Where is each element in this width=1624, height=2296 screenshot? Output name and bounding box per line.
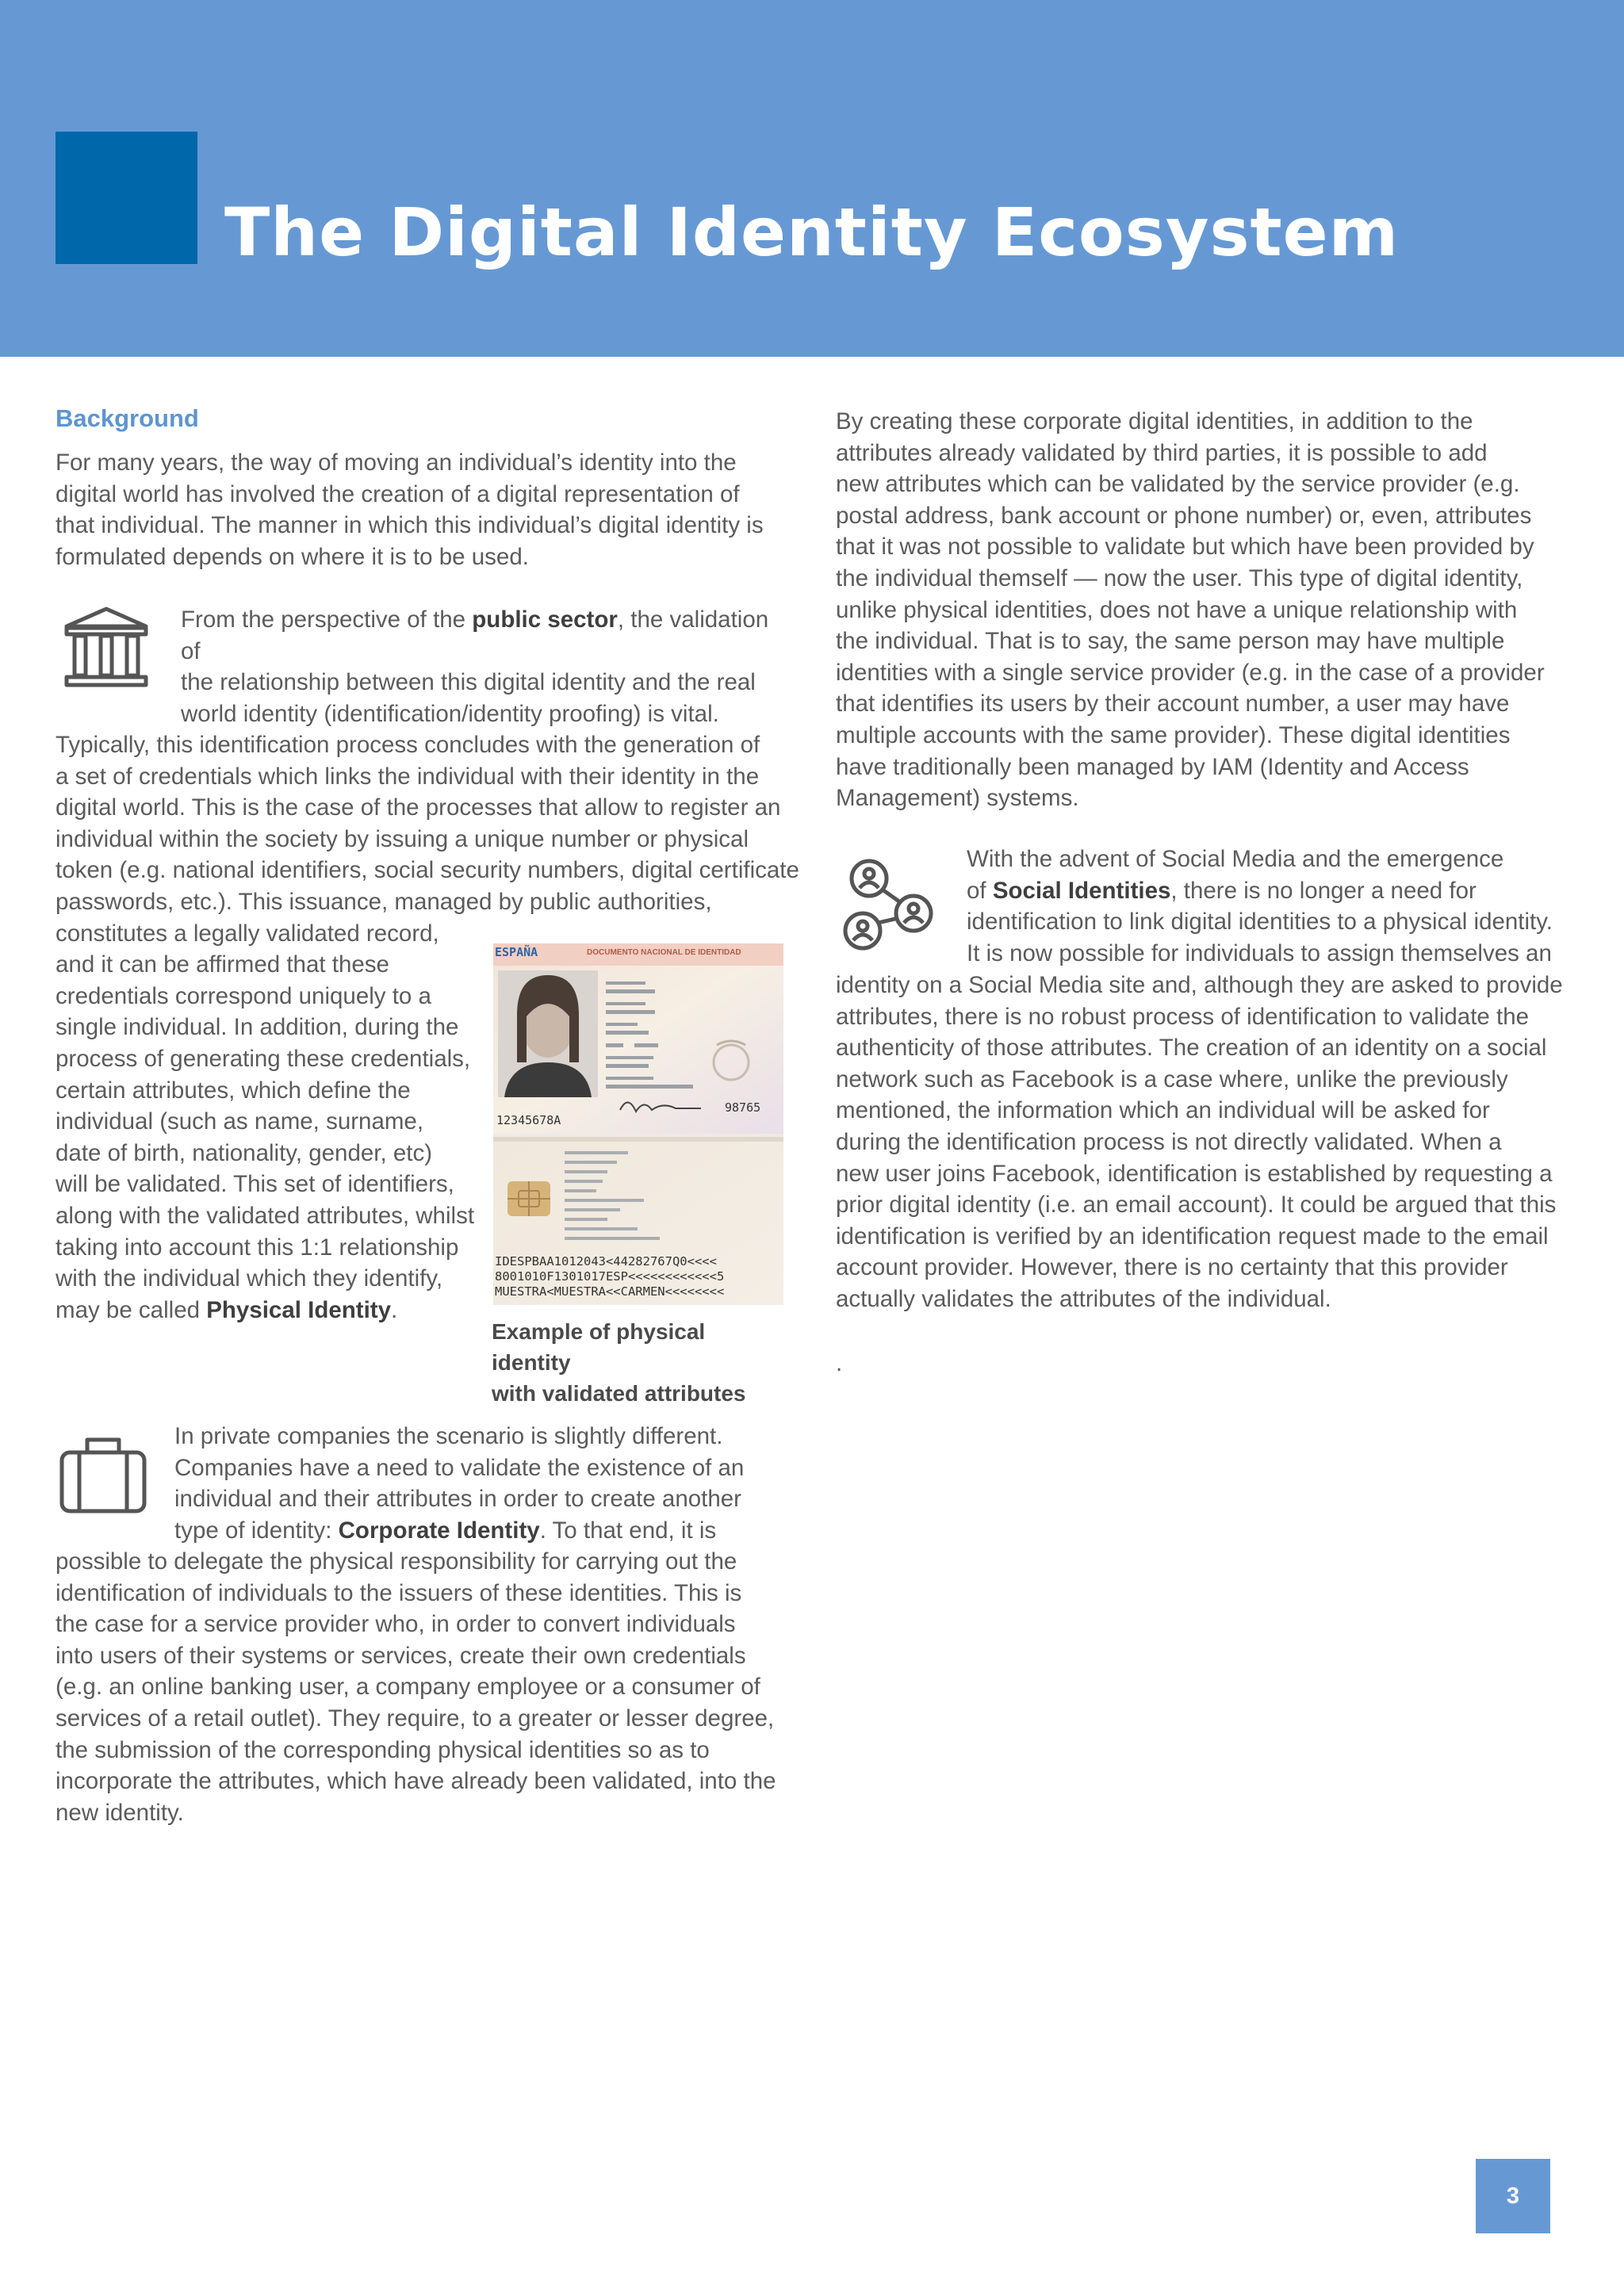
mrz-line: IDESPBAA1012043<44282767Q0<<<< xyxy=(495,1254,717,1269)
text-line: and it can be affirmed that these xyxy=(56,951,389,978)
text-run: , the validation of xyxy=(181,607,769,664)
text-line: identity on a Social Media site and, although they are asked to provide xyxy=(836,972,1563,998)
text-run: . To that end, it is xyxy=(539,1517,717,1544)
id-card-country: ESPAÑA xyxy=(495,945,538,959)
page-title: The Digital Identity Ecosystem xyxy=(224,193,1400,271)
text-line: services of a retail outlet). They require, to a greater or lesser degree, xyxy=(56,1705,775,1732)
id-card-side-number: 98765 xyxy=(725,1100,761,1115)
text-line: taking into account this 1:1 relationship xyxy=(56,1234,459,1261)
text-line: attributes, there is no robust process of identification to validate the xyxy=(836,1003,1530,1030)
text-line: into users of their systems or services, create their own credentials xyxy=(56,1642,746,1669)
text-run: of xyxy=(967,877,993,904)
id-card-doc-type: DOCUMENTO NACIONAL DE IDENTIDAD xyxy=(587,948,741,957)
text-run: may be called xyxy=(56,1296,207,1323)
text-line: For many years, the way of moving an individual’s identity into the xyxy=(56,450,737,476)
bold-term-social-identities: Social Identities xyxy=(992,877,1171,904)
text-run: type of identity: xyxy=(174,1517,339,1544)
corporate-identities-paragraph xyxy=(836,406,1565,814)
mrz-line: 8001010F1301017ESP<<<<<<<<<<<<5 xyxy=(495,1269,725,1284)
text-line: Management) systems. xyxy=(836,785,1079,812)
private-intro-paragraph xyxy=(174,1421,793,1546)
text-line: the individual. That is to say, the same person may have multiple xyxy=(836,628,1505,655)
text-line: new attributes which can be validated by the service provider (e.g. xyxy=(836,471,1520,498)
caption-line: Example of physical identity xyxy=(492,1319,706,1375)
text-line: single individual. In addition, during the xyxy=(56,1014,459,1041)
text-run: , there is no longer a need for xyxy=(1170,877,1477,904)
text-line: With the advent of Social Media and the emergence xyxy=(967,846,1504,872)
text-line: new user joins Facebook, identification is established by requesting a xyxy=(836,1160,1553,1187)
text-run: From the perspective of the xyxy=(181,607,473,633)
text-line: the case for a service provider who, in order to convert individuals xyxy=(56,1611,736,1638)
text-line: new identity. xyxy=(56,1799,184,1826)
text-line: identities with a single service provider (e.g. in the case of a provider xyxy=(836,659,1545,686)
text-line: process of generating these credentials, xyxy=(56,1045,471,1072)
text-line: that identifies its users by their account number, a user may have xyxy=(836,691,1510,718)
id-card-mrz xyxy=(495,1254,724,1299)
id-card-caption xyxy=(492,1316,777,1409)
text-line: individual and their attributes in order to create another xyxy=(174,1486,741,1513)
id-card-image xyxy=(493,943,783,1305)
text-line: formulated depends on where it is to be used. xyxy=(56,543,529,570)
text-line: mentioned, the information which an individual will be asked for xyxy=(836,1097,1490,1124)
public-sector-paragraph xyxy=(181,604,783,729)
text-line: individual within the society by issuing a unique number or physical xyxy=(56,825,749,852)
text-line: world identity (identification/identity proofing) is vital. xyxy=(181,700,719,727)
caption-line: with validated attributes xyxy=(492,1381,746,1406)
text-line: Companies have a need to validate the existence of an xyxy=(174,1454,745,1481)
text-line: during the identification process is not directly validated. When a xyxy=(836,1128,1502,1155)
public-building-icon xyxy=(60,606,152,691)
text-line xyxy=(174,1515,793,1547)
bold-term-corporate-identity: Corporate Identity xyxy=(338,1517,540,1544)
bold-term-public-sector: public sector xyxy=(472,607,618,633)
page-number: 3 xyxy=(1506,2183,1520,2209)
text-line: will be validated. This set of identifiers, xyxy=(56,1171,454,1198)
stray-dot: . xyxy=(836,1350,843,1376)
text-line: a set of credentials which links the individual with their identity in the xyxy=(56,763,760,790)
text-line: constitutes a legally validated record, xyxy=(56,920,439,947)
text-line: token (e.g. national identifiers, social security numbers, digital certificate xyxy=(56,857,799,884)
text-line: identification to link digital identities to a physical identity. xyxy=(967,909,1553,936)
text-line: network such as Facebook is a case where, unlike the previously xyxy=(836,1066,1508,1093)
private-paragraph xyxy=(56,1546,793,1828)
section-heading-background: Background xyxy=(56,404,199,432)
briefcase-icon xyxy=(59,1435,147,1514)
bold-term-physical-identity: Physical Identity xyxy=(206,1296,392,1323)
text-line: date of birth, nationality, gender, etc) xyxy=(56,1139,433,1166)
intro-paragraph xyxy=(56,447,785,572)
social-paragraph xyxy=(836,970,1581,1315)
text-line: that it was not possible to validate but which have been provided by xyxy=(836,534,1534,561)
text-line: identification is verified by an identification request made to the email xyxy=(836,1223,1549,1249)
text-line: actually validates the attributes of the individual. xyxy=(836,1285,1331,1312)
text-line: postal address, bank account or phone number) or, even, attributes xyxy=(836,502,1532,529)
text-line: prior digital identity (i.e. an email account). It could be argued that this xyxy=(836,1192,1557,1219)
text-line: with the individual which they identify, xyxy=(56,1265,443,1292)
text-line: credentials correspond uniquely to a xyxy=(56,982,431,1009)
id-card-number: 12345678A xyxy=(496,1113,561,1127)
header-banner xyxy=(0,0,1624,357)
text-line: that individual. The manner in which this individual’s digital identity is xyxy=(56,512,764,539)
text-line: certain attributes, which define the xyxy=(56,1077,411,1104)
text-line: the individual themself — now the user. This type of digital identity, xyxy=(836,564,1523,591)
text-line: digital world. This is the case of the processes that allow to register an xyxy=(56,794,781,821)
text-line: the submission of the corresponding physical identities so as to xyxy=(56,1736,710,1763)
text-line: It is now possible for individuals to assign themselves an xyxy=(967,939,1552,966)
text-line: individual (such as name, surname, xyxy=(56,1108,424,1135)
text-line: (e.g. an online banking user, a company employee or a consumer of xyxy=(56,1674,760,1701)
text-line: account provider. However, there is no certainty that this provider xyxy=(836,1254,1508,1281)
text-run: . xyxy=(391,1296,398,1323)
text-line: possible to delegate the physical responsibility for carrying out the xyxy=(56,1548,737,1575)
text-line: the relationship between this digital identity and the real xyxy=(181,669,756,696)
text-line: Typically, this identification process concludes with the generation of xyxy=(56,732,760,758)
text-line: identification of individuals to the issuers of these identities. This is xyxy=(56,1579,742,1606)
text-line: incorporate the attributes, which have already been validated, into the xyxy=(56,1768,776,1795)
banner-square-accent xyxy=(56,132,197,264)
text-line: attributes already validated by third parties, it is possible to add xyxy=(836,439,1488,466)
text-line xyxy=(967,875,1569,907)
text-line: along with the validated attributes, whilst xyxy=(56,1202,475,1229)
social-intro-paragraph xyxy=(967,844,1569,969)
text-line xyxy=(181,604,783,667)
social-network-icon xyxy=(841,853,939,951)
text-line: By creating these corporate digital identities, in addition to the xyxy=(836,408,1473,434)
text-line: have traditionally been managed by IAM (Identity and Access xyxy=(836,753,1469,780)
page-number-badge xyxy=(1476,2159,1550,2233)
text-line: authenticity of those attributes. The creation of an identity on a social xyxy=(836,1035,1547,1062)
text-line: digital world has involved the creation of a digital representation of xyxy=(56,480,740,507)
text-line: multiple accounts with the same provider). These digital identities xyxy=(836,721,1511,748)
mrz-line: MUESTRA<MUESTRA<<CARMEN<<<<<<<< xyxy=(495,1284,725,1299)
text-line: In private companies the scenario is slightly different. xyxy=(174,1423,723,1449)
text-line: unlike physical identities, does not have a unique relationship with xyxy=(836,596,1518,623)
text-line: passwords, etc.). This issuance, managed by public authorities, xyxy=(56,888,712,915)
